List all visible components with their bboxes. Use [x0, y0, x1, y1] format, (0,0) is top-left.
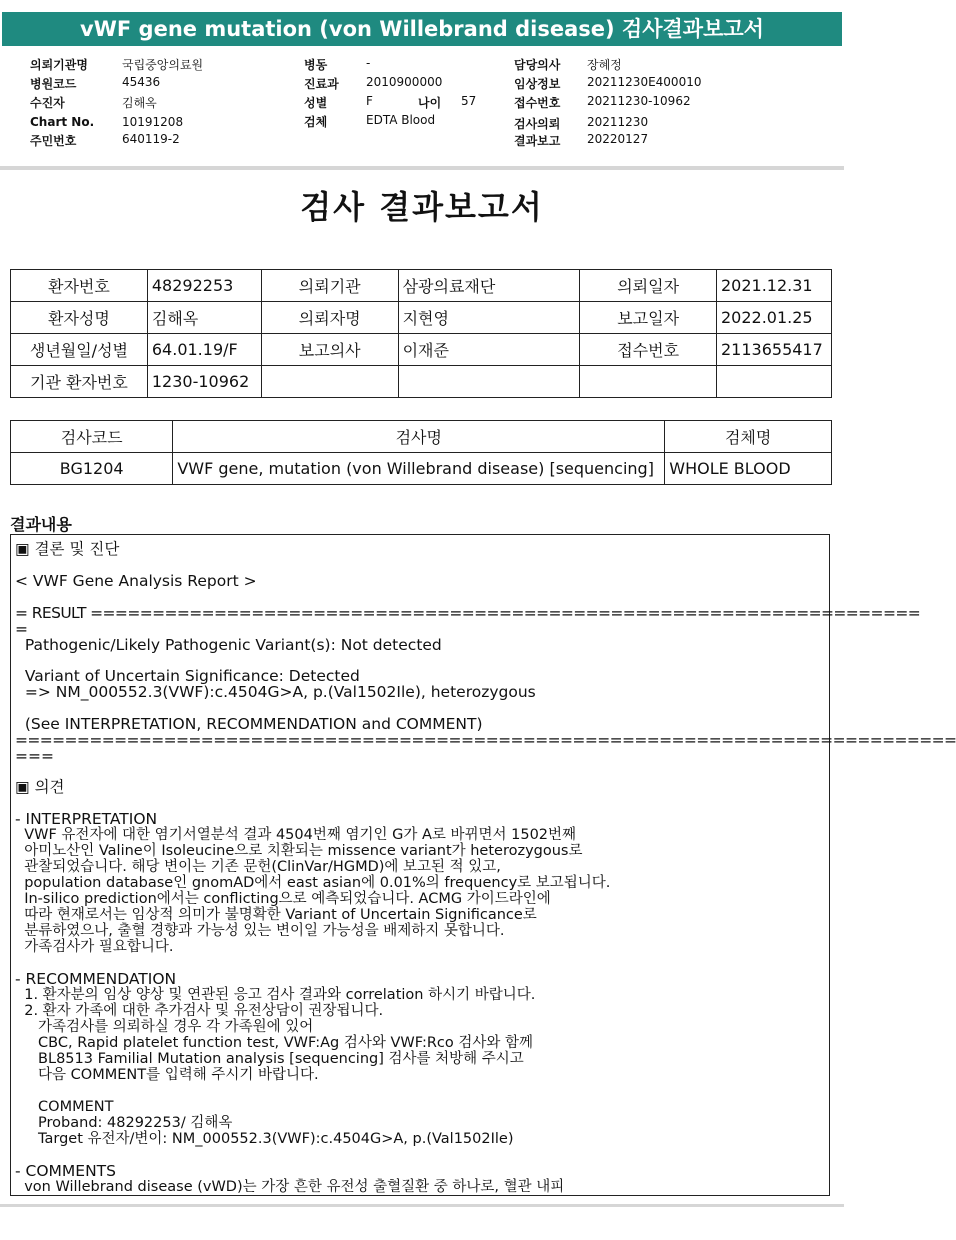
result-line: Variant of Uncertain Significance: Detected	[15, 667, 360, 685]
value-receipt-no: 20211230-10962	[587, 94, 691, 108]
cell-empty	[580, 366, 717, 398]
result-line: Proband: 48292253/ 김해옥	[15, 1115, 233, 1131]
header-test-name: 검사명	[173, 421, 665, 453]
label-request-date: 검사의뢰	[514, 117, 561, 131]
result-line: < VWF Gene Analysis Report >	[15, 572, 257, 590]
result-line: 다음 COMMENT를 입력해 주시기 바랍니다.	[15, 1067, 319, 1083]
label-department: 진료과	[304, 77, 339, 91]
result-content-box	[10, 534, 956, 1196]
value-hospital-code: 45436	[122, 75, 161, 89]
value-specimen: EDTA Blood	[366, 113, 436, 127]
label-clinical-info: 임상정보	[514, 77, 561, 91]
cell-label: 의뢰일자	[580, 270, 717, 302]
cell-value: 지현영	[398, 302, 580, 334]
table-row	[11, 270, 832, 302]
cell-label: 의뢰자명	[261, 302, 398, 334]
table-header-row	[11, 421, 832, 453]
cell-value: 64.01.19/F	[147, 334, 261, 366]
result-line: VWF 유전자에 대한 염기서열분석 결과 4504번째 염기인 G가 A로 바뀌면서 1502번째	[15, 827, 577, 843]
value-sex: F	[366, 94, 373, 108]
cell-label: 접수번호	[580, 334, 717, 366]
result-line: 가족검사를 의뢰하실 경우 각 가족원에 있어	[15, 1019, 314, 1035]
result-line: ============================================================================	[15, 731, 956, 749]
cell-empty	[398, 366, 580, 398]
result-line: BL8513 Familial Mutation analysis [sequencing] 검사를 처방해 주시고	[15, 1051, 524, 1067]
result-line: Pathogenic/Likely Pathogenic Variant(s): Not detected	[15, 636, 442, 654]
result-line: 2. 환자 가족에 대한 추가검사 및 유전상담이 권장됩니다.	[15, 1003, 384, 1019]
value-department: 2010900000	[366, 75, 443, 89]
header-info	[0, 48, 844, 170]
result-line: COMMENT	[15, 1099, 114, 1115]
result-section-label: 결과내용	[10, 515, 72, 534]
value-age: 57	[461, 94, 477, 108]
label-report-date: 결과보고	[514, 134, 561, 148]
header-test-code: 검사코드	[11, 421, 173, 453]
result-line: => NM_000552.3(VWF):c.4504G>A, p.(Val1502Ile), heterozygous	[15, 683, 536, 701]
table-row	[11, 302, 832, 334]
table-row	[11, 366, 832, 398]
label-resident-no: 주민번호	[30, 134, 77, 148]
result-line: ===	[15, 747, 54, 765]
label-ward: 병동	[304, 58, 328, 72]
cell-test-code: BG1204	[11, 453, 173, 485]
cell-value: 2113655417	[716, 334, 831, 366]
value-doctor: 장혜정	[587, 58, 622, 72]
cell-label: 기관 환자번호	[11, 366, 148, 398]
cell-value: 김해옥	[147, 302, 261, 334]
value-ward: -	[366, 56, 371, 70]
label-specimen: 검체	[304, 115, 328, 129]
result-line: =	[15, 620, 28, 638]
cell-label: 의뢰기관	[261, 270, 398, 302]
table-row	[11, 334, 832, 366]
result-line: 1. 환자분의 임상 양상 및 연관된 응고 검사 결과와 correlation 하시기 바랍니다.	[15, 987, 536, 1003]
result-line: 아미노산인 Valine이 Isoleucine으로 치환되는 missence variant가 heterozygous로	[15, 843, 583, 859]
patient-info-table	[10, 269, 832, 398]
cell-value: 2022.01.25	[716, 302, 831, 334]
cell-value: 2021.12.31	[716, 270, 831, 302]
result-line: 분류하였으나, 출혈 경향과 가능성 있는 변이일 가능성을 배제하지 못합니다.	[15, 923, 505, 939]
result-line: - INTERPRETATION	[15, 810, 158, 828]
result-line: (See INTERPRETATION, RECOMMENDATION and COMMENT)	[15, 715, 483, 733]
result-line: In-silico prediction에서는 conflicting으로 예측되었습니다. ACMG 가이드라인에	[15, 891, 551, 907]
result-line: - RECOMMENDATION	[15, 970, 177, 988]
result-line: Target 유전자/변이: NM_000552.3(VWF):c.4504G>A, p.(Val1502Ile)	[15, 1131, 514, 1147]
result-line: von Willebrand disease (vWD)는 가장 흔한 유전성 출혈질환 중 하나로, 혈관 내피	[15, 1179, 565, 1195]
cell-label: 생년월일/성별	[11, 334, 148, 366]
cell-empty	[716, 366, 831, 398]
report-banner: vWF gene mutation (von Willebrand disease) 검사결과보고서	[2, 12, 842, 46]
result-line: ▣ 결론 및 진단	[15, 540, 120, 558]
cell-label: 보고일자	[580, 302, 717, 334]
result-line: - COMMENTS	[15, 1162, 116, 1180]
value-patient: 김해옥	[122, 96, 157, 110]
value-report-date: 20220127	[587, 132, 649, 146]
cell-value: 삼광의료재단	[398, 270, 580, 302]
value-resident-no: 640119-2	[122, 132, 180, 146]
label-age: 나이	[418, 96, 442, 110]
label-chart-no: Chart No.	[30, 115, 95, 129]
label-sex: 성별	[304, 96, 328, 110]
cell-empty	[261, 366, 398, 398]
value-clinical-info: 20211230E400010	[587, 75, 702, 89]
table-row	[11, 453, 832, 485]
value-chart-no: 10191208	[122, 115, 184, 129]
result-line: = RESULT ===================================================================	[15, 604, 921, 622]
cell-label: 보고의사	[261, 334, 398, 366]
cell-specimen-name: WHOLE BLOOD	[665, 453, 832, 485]
label-patient: 수진자	[30, 96, 65, 110]
label-doctor: 담당의사	[514, 58, 561, 72]
page-title: 검사 결과보고서	[300, 188, 544, 226]
label-receipt-no: 접수번호	[514, 96, 561, 110]
value-request-date: 20211230	[587, 115, 649, 129]
result-line: CBC, Rapid platelet function test, VWF:Ag 검사와 VWF:Rco 검사와 함께	[15, 1035, 534, 1051]
cell-test-name: VWF gene, mutation (von Willebrand disease) [sequencing]	[173, 453, 665, 485]
label-hospital-code: 병원코드	[30, 77, 77, 91]
cell-label: 환자번호	[11, 270, 148, 302]
result-line: population database인 gnomAD에서 east asian에 0.01%의 frequency로 보고됩니다.	[15, 875, 611, 891]
test-info-table	[10, 420, 832, 485]
cell-value: 이재준	[398, 334, 580, 366]
result-line: ▣ 의견	[15, 778, 65, 796]
value-institution: 국립중앙의료원	[122, 58, 204, 72]
cell-value: 48292253	[147, 270, 261, 302]
cell-label: 환자성명	[11, 302, 148, 334]
divider	[0, 1204, 844, 1207]
result-line: 관찰되었습니다. 해당 변이는 기존 문헌(ClinVar/HGMD)에 보고된 적 있고,	[15, 859, 501, 875]
label-institution: 의뢰기관명	[30, 58, 88, 72]
header-specimen-name: 검체명	[665, 421, 832, 453]
cell-value: 1230-10962	[147, 366, 261, 398]
result-line: 가족검사가 필요합니다.	[15, 939, 174, 955]
result-line: 따라 현재로서는 임상적 의미가 불명확한 Variant of Uncertain Significance로	[15, 907, 537, 923]
